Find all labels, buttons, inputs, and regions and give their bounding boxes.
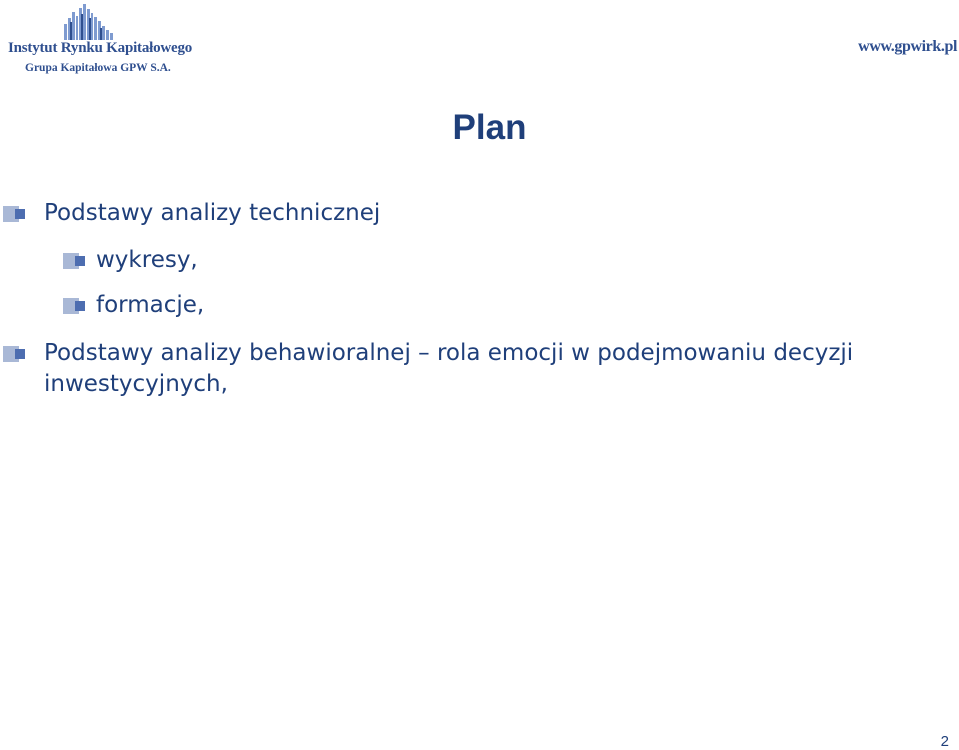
square-bullet-icon [63,251,85,271]
bullet-item [96,290,916,321]
bullet-text: Podstawy analizy behawioralnej – rola emocji w podejmowaniu decyzji inwestycyjnych, [44,340,854,397]
slide-title: Plan [452,108,527,147]
bullet-text: formacje, [96,292,205,318]
logo-institute-name: Instytut Rynku Kapitałowego [8,40,193,56]
square-bullet-icon [3,344,25,364]
square-bullet-icon [63,296,85,316]
bullet-text: wykresy, [96,247,198,273]
website-url: www.gpwirk.pl [858,38,957,55]
bullet-item [44,198,924,229]
logo-group-name: Grupa Kapitałowa GPW S.A. [25,62,171,74]
logo [6,4,193,76]
bullet-item [96,245,916,276]
city-skyline-logo-icon [62,4,122,40]
bullet-item [44,338,884,400]
page-number: 2 [940,733,949,750]
bullet-text: Podstawy analizy technicznej [44,200,381,226]
square-bullet-icon [3,204,25,224]
